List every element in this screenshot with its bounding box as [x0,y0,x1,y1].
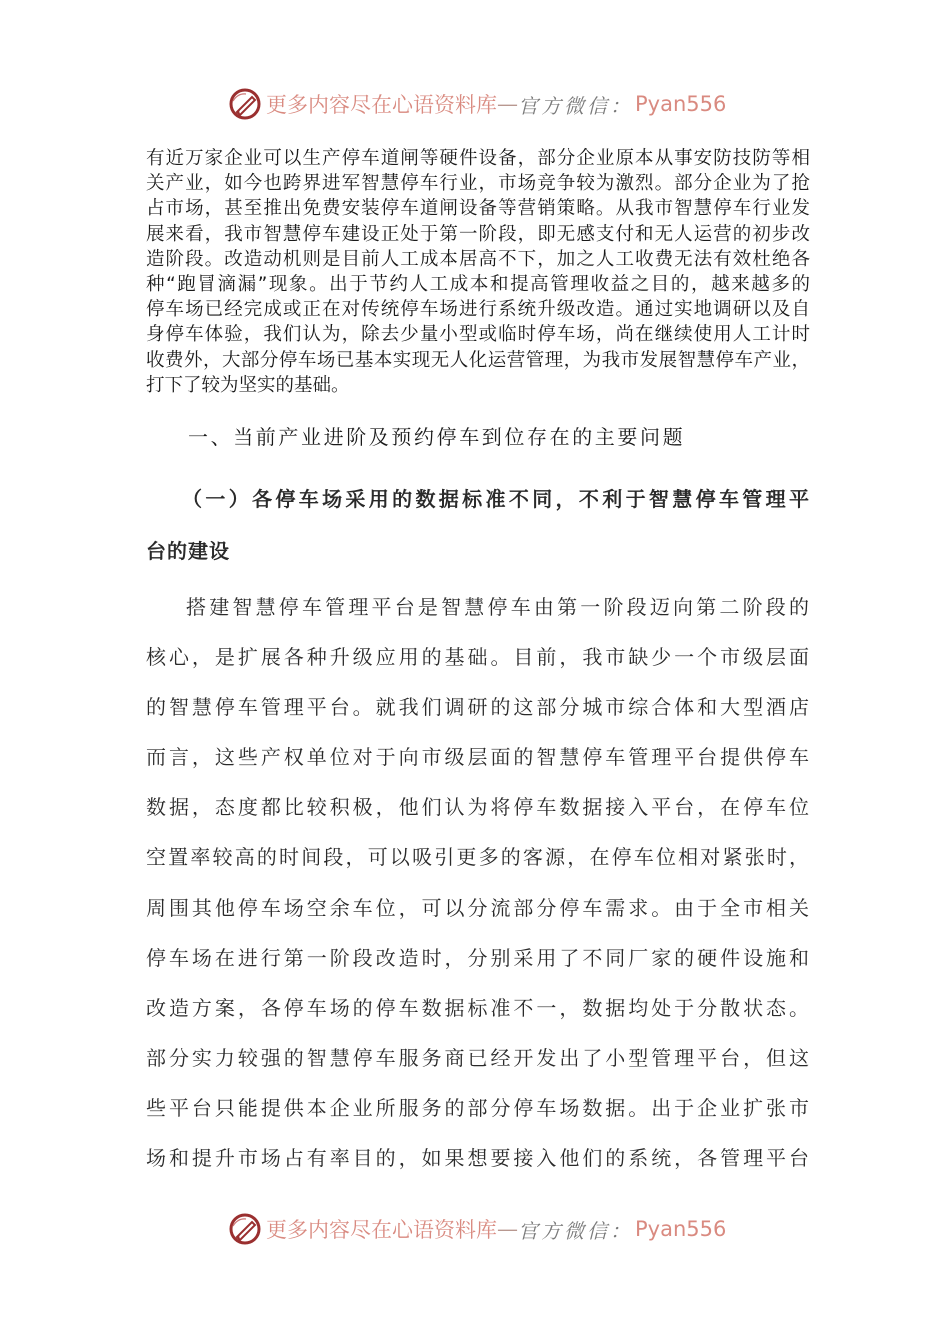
paragraph-line: 有近万家企业可以生产停车道闸等硬件设备，部分企业原本从事安防技防等相 [146,148,810,169]
watermark-wechat-id: Pyan556 [635,1217,727,1241]
watermark-dash: — [497,1217,518,1241]
paragraph-line: 停车场在进行第一阶段改造时，分别采用了不同厂家的硬件设施和 [146,945,810,970]
paragraph-line: 改造方案，各停车场的停车数据标准不一，数据均处于分散状态。 [146,995,810,1020]
paragraph-line: 占市场，甚至推出免费安装停车道闸设备等营销策略。从我市智慧停车行业发 [146,198,810,220]
paragraph-line: 而言，这些产权单位对于向市级层面的智慧停车管理平台提供停车 [146,745,810,770]
paragraph-line: 部分实力较强的智慧停车服务商已经开发出了小型管理平台，但这 [146,1045,810,1070]
paragraph-line: 核心，是扩展各种升级应用的基础。目前，我市缺少一个市级层面 [146,645,810,670]
paragraph-line: 关产业，如今也跨界进军智慧停车行业，市场竞争较为激烈。部分企业为了抢 [146,173,810,195]
watermark-dash: — [497,92,518,116]
paragraph-line: 数据，态度都比较积极，他们认为将停车数据接入平台，在停车位 [146,795,810,820]
paragraph-line: 搭建智慧停车管理平台是智慧停车由第一阶段迈向第二阶段的 [186,595,810,619]
body-paragraph [146,594,810,1195]
paragraph-line: 身停车体验，我们认为，除去少量小型或临时停车场，尚在继续使用人工计时 [146,324,810,346]
paragraph-line: 展来看，我市智慧停车建设正处于第一阶段，即无感支付和无人运营的初步改 [146,223,810,245]
paragraph-line: 的智慧停车管理平台。就我们调研的这部分城市综合体和大型酒店 [146,695,810,720]
watermark-footer [228,1209,728,1249]
paragraph-line: 周围其他停车场空余车位，可以分流部分停车需求。由于全市相关 [146,895,810,920]
paragraph-line: 停车场已经完成或正在对传统停车场进行系统升级改造。通过实地调研以及自 [146,299,810,321]
paragraph-line: 收费外，大部分停车场已基本实现无人化运营管理，为我市发展智慧停车产业， [146,349,810,371]
watermark-brand-text: 更多内容尽在心语资料库 [266,93,497,117]
subsection-heading-line-1: （一）各停车场采用的数据标准不同，不利于智慧停车管理平 [182,487,810,511]
pen-nib-logo-icon [228,1212,262,1246]
watermark-wechat-label: 官方微信： [518,93,633,118]
paragraph-line: 空置率较高的时间段，可以吸引更多的客源，在停车位相对紧张时， [146,845,810,870]
paragraph-line: 打下了较为坚实的基础。 [146,374,350,396]
watermark-header [228,84,728,124]
intro-paragraph [146,146,826,398]
watermark-wechat-label: 官方微信： [518,1218,633,1243]
subsection-heading-line-2: 台的建设 [146,539,230,563]
section-heading: 一、当前产业进阶及预约停车到位存在的主要问题 [188,425,686,449]
paragraph-line: 造阶段。改造动机则是目前人工成本居高不下，加之人工收费无法有效杜绝各 [146,248,810,270]
paragraph-line: 些平台只能提供本企业所服务的部分停车场数据。出于企业扩张市 [146,1095,810,1120]
watermark-wechat-id: Pyan556 [635,92,727,116]
watermark-brand-text: 更多内容尽在心语资料库 [266,1218,497,1242]
pen-nib-logo-icon [228,87,262,121]
paragraph-line: 场和提升市场占有率目的，如果想要接入他们的系统，各管理平台 [146,1146,810,1171]
paragraph-line: 种“跑冒滴漏”现象。出于节约人工成本和提高管理收益之目的，越来越多的 [146,274,810,296]
